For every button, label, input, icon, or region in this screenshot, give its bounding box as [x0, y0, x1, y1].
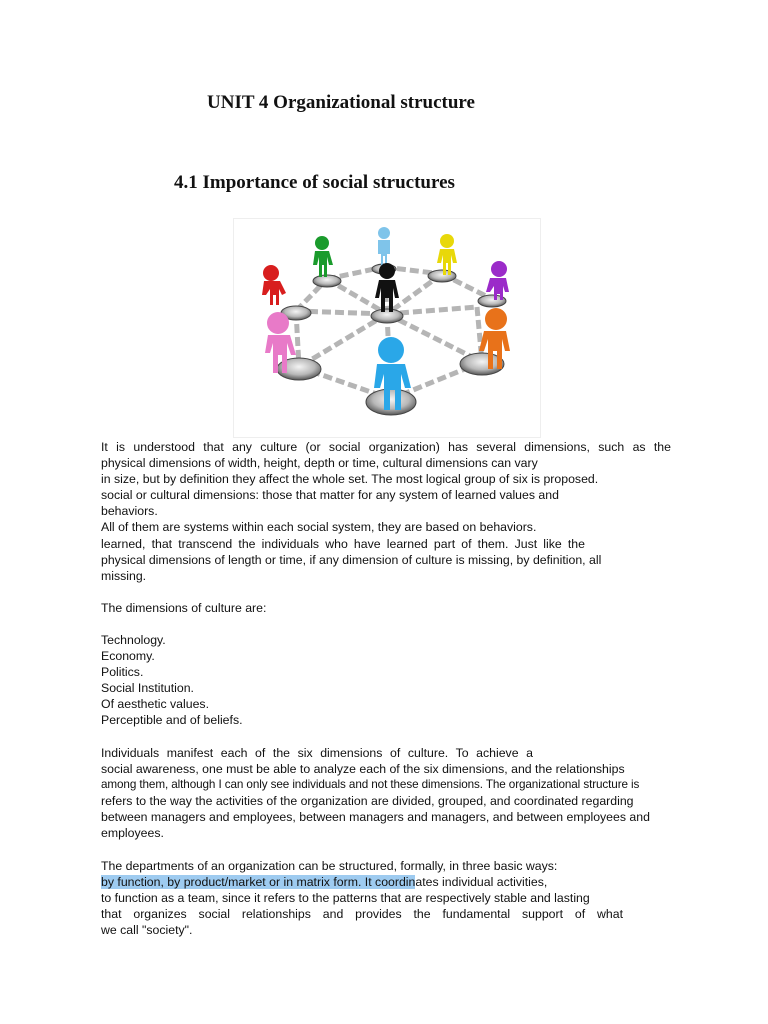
highlighted-text[interactable]: by function, by product/market or in matrix form. It coordin: [101, 875, 416, 890]
text-line: to function as a team, since it refers to the patterns that are respectively stable and lasting: [101, 891, 590, 906]
text-line: physical dimensions of length or time, if any dimension of culture is missing, by definition, all: [101, 552, 602, 567]
dimensions-list: [101, 632, 671, 729]
text-line: we call "society".: [101, 923, 193, 938]
person-yellow: [437, 234, 457, 275]
list-item: Politics.: [101, 665, 144, 680]
text-line: The dimensions of culture are:: [101, 601, 267, 615]
social-network-illustration: [233, 218, 541, 438]
list-item: Technology.: [101, 633, 166, 647]
section-title: 4.1 Importance of social structures: [174, 172, 455, 193]
text-line: among them, although I can only see individuals and not these dimensions. The organizational structure is: [101, 778, 640, 792]
unit-title: UNIT 4 Organizational structure: [207, 92, 475, 113]
text-line: between managers and employees, between managers and managers, and between employees and: [101, 810, 650, 825]
text-line: learned, that transcend the individuals who have learned part of them. Just like the: [101, 536, 585, 551]
paragraph-departments: [101, 858, 671, 938]
text-line: All of them are systems within each social system, they are based on behaviors.: [101, 520, 537, 535]
person-red: [262, 265, 286, 305]
text-line: missing.: [101, 568, 147, 583]
list-item: Perceptible and of beliefs.: [101, 713, 243, 728]
text-line: in size, but by definition they affect the whole set. The most logical group of six is proposed.: [101, 472, 599, 487]
text-line: It is understood that any culture (or social organization) has several dimensions, such as the: [101, 440, 671, 454]
text-line: behaviors.: [101, 504, 158, 519]
text-line: that organizes social relationships and provides the fundamental support of what: [101, 907, 623, 922]
text-line: [101, 874, 671, 890]
person-light-blue: [378, 227, 390, 266]
text-line: physical dimensions of width, height, depth or time, cultural dimensions can vary: [101, 456, 538, 471]
dimensions-intro: [101, 600, 671, 616]
person-purple: [486, 261, 509, 300]
text-line: social awareness, one must be able to analyze each of the six dimensions, and the relationships: [101, 762, 625, 777]
paragraph-organizational-structure: [101, 745, 669, 842]
network-people-image: [234, 219, 540, 437]
list-item: Economy.: [101, 649, 155, 664]
paragraph-culture-dimensions: [101, 439, 671, 584]
text-line: refers to the way the activities of the organization are divided, grouped, and coordinated regarding: [101, 794, 634, 809]
text-line: employees.: [101, 826, 164, 841]
text-line: The departments of an organization can be structured, formally, in three basic ways:: [101, 859, 558, 873]
text-line-rest: ates individual activities,: [415, 875, 548, 890]
text-line: Individuals manifest each of the six dimensions of culture. To achieve a: [101, 746, 533, 760]
person-green: [313, 236, 333, 277]
list-item: Social Institution.: [101, 681, 194, 696]
list-item: Of aesthetic values.: [101, 697, 209, 712]
text-line: social or cultural dimensions: those that matter for any system of learned values and: [101, 488, 559, 503]
